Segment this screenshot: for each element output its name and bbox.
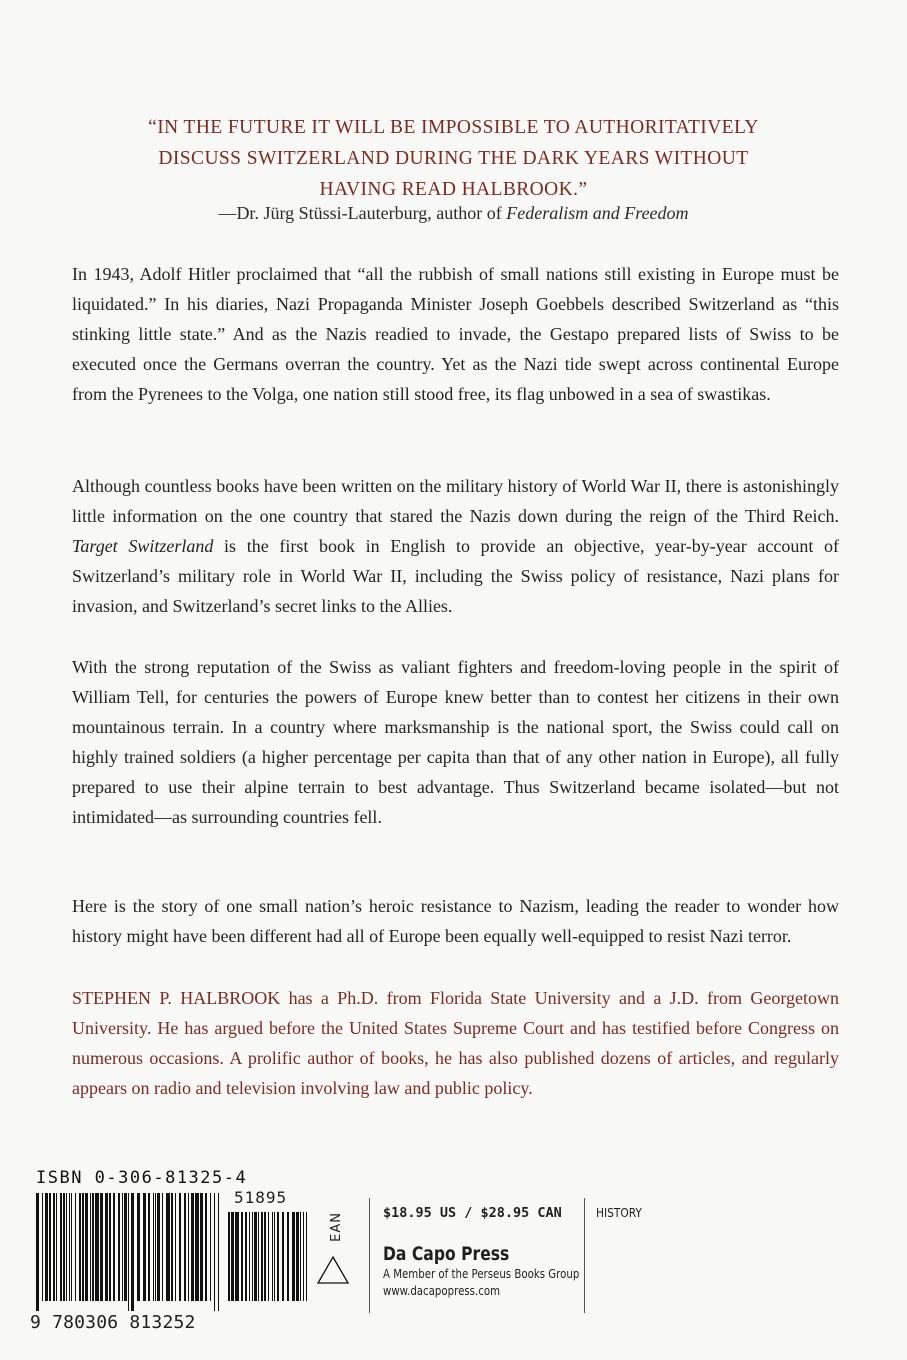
barcode-addon-digits: 51895 bbox=[234, 1188, 288, 1207]
barcode-bar bbox=[105, 1193, 108, 1301]
barcode-bar bbox=[69, 1193, 70, 1301]
quote-line-1: “IN THE FUTURE IT WILL BE IMPOSSIBLE TO AUTHORITATIVELY bbox=[148, 117, 759, 138]
barcode-bar bbox=[128, 1193, 129, 1311]
isbn-number: ISBN 0-306-81325-4 bbox=[36, 1168, 248, 1188]
barcode-bar bbox=[210, 1193, 211, 1301]
quote-line-2: DISCUSS SWITZERLAND DURING THE DARK YEARS WITHOUT bbox=[158, 148, 749, 169]
barcode-bar bbox=[53, 1193, 55, 1301]
ean-label: EAN bbox=[329, 1212, 344, 1242]
barcode-bar bbox=[195, 1193, 199, 1301]
barcode-bar bbox=[272, 1212, 273, 1301]
barcode-bar bbox=[36, 1193, 39, 1311]
barcode-bar bbox=[268, 1212, 269, 1301]
barcode-bar bbox=[235, 1212, 239, 1301]
paragraph-2-start: Although countless books have been written on the military history of World War II, there is astonishingly little information on the one country that stared the Nazis down during the reign of the Third Reich. bbox=[72, 476, 839, 526]
price: $18.95 US / $28.95 CAN bbox=[383, 1205, 562, 1221]
ean-barcode bbox=[36, 1193, 220, 1311]
publisher-name: Da Capo Press bbox=[383, 1243, 510, 1265]
divider-line-right bbox=[584, 1198, 585, 1313]
description-paragraph-2 bbox=[72, 471, 839, 621]
barcode-bar bbox=[214, 1193, 215, 1311]
barcode-bar bbox=[296, 1212, 299, 1301]
endorsement-quote bbox=[60, 112, 847, 205]
ean-digits: 9 780306 813252 bbox=[30, 1312, 196, 1333]
barcode-bar bbox=[148, 1193, 150, 1301]
barcode-bar bbox=[205, 1193, 207, 1301]
barcode-bar bbox=[171, 1193, 173, 1301]
barcode-bar bbox=[252, 1212, 253, 1301]
paragraph-2-end: is the first book in English to provide an objective, year-by-year account of Switzerland’s military role in World War II, including the Swiss policy of resistance, Nazi plans for invasion, and Switzerland’s secret links to the Allies. bbox=[72, 536, 839, 616]
barcode-bar bbox=[277, 1212, 279, 1301]
description-paragraph-4: Here is the story of one small nation’s heroic resistance to Nazism, leading the reader to wonder how history might have been different had all of Europe been equally well-equipped to resist Nazi terror. bbox=[72, 896, 839, 946]
barcode-bar bbox=[60, 1193, 62, 1301]
barcode-bar bbox=[66, 1193, 67, 1301]
barcode-bar bbox=[131, 1193, 134, 1311]
barcode-bar bbox=[258, 1212, 259, 1301]
barcode-bar bbox=[231, 1212, 234, 1301]
barcode-bar bbox=[179, 1193, 181, 1301]
barcode-bar bbox=[90, 1193, 91, 1301]
barcode-bar bbox=[92, 1193, 94, 1301]
book-title-inline: Target Switzerland bbox=[72, 536, 214, 556]
barcode-bar bbox=[306, 1212, 307, 1301]
barcode-bar bbox=[175, 1193, 176, 1301]
barcode-bar bbox=[137, 1193, 140, 1301]
author-bio: STEPHEN P. HALBROOK has a Ph.D. from Florida State University and a J.D. from Georgetown University. He has argued before the United States Supreme Court and has testified before Congress on numerous occasions. A prolific author of books, he has also published dozens of articles, and regularly appears on radio and television involving law and public policy. bbox=[72, 988, 839, 1098]
barcode-bar bbox=[113, 1193, 115, 1301]
barcode-bar bbox=[85, 1193, 88, 1301]
barcode-bar bbox=[287, 1212, 289, 1301]
barcode-bar bbox=[300, 1212, 301, 1301]
barcode-bar bbox=[228, 1212, 230, 1301]
barcode-bar bbox=[155, 1193, 156, 1301]
barcode-bar bbox=[79, 1193, 81, 1301]
barcode-bar bbox=[49, 1193, 51, 1301]
publisher-member-line: A Member of the Perseus Books Group bbox=[383, 1267, 580, 1281]
barcode-bar bbox=[200, 1193, 203, 1301]
category-label: HISTORY bbox=[596, 1205, 642, 1220]
barcode-bar bbox=[56, 1193, 57, 1301]
barcode-bar bbox=[82, 1193, 84, 1301]
attribution-author: —Dr. Jürg Stüssi-Lauterburg, author of bbox=[218, 203, 507, 223]
barcode-bar bbox=[254, 1212, 257, 1301]
barcode-bar bbox=[63, 1193, 65, 1301]
barcode-bar bbox=[292, 1212, 295, 1301]
barcode-bar bbox=[264, 1212, 266, 1301]
barcode-bar bbox=[241, 1212, 243, 1301]
barcode-bar bbox=[45, 1193, 48, 1301]
barcode-bar bbox=[71, 1193, 72, 1301]
barcode-bar bbox=[188, 1193, 189, 1301]
barcode-bar bbox=[100, 1193, 103, 1301]
barcode-bar bbox=[75, 1193, 76, 1301]
price-addon-barcode bbox=[228, 1212, 310, 1311]
barcode-bar bbox=[249, 1212, 250, 1301]
barcode-bar bbox=[184, 1193, 186, 1301]
barcode-bar bbox=[143, 1193, 146, 1301]
barcode-bar bbox=[261, 1212, 263, 1301]
barcode-bar bbox=[157, 1193, 160, 1301]
quote-attribution bbox=[60, 203, 847, 224]
barcode-bar bbox=[191, 1193, 194, 1301]
barcode-bar bbox=[162, 1193, 163, 1301]
description-paragraph-1: In 1943, Adolf Hitler proclaimed that “all the rubbish of small nations still existing in Europe must be liquidated.” In his diaries, Nazi Propaganda Minister Joseph Goebbels described Switzerland as “this stinking little state.” And as the Nazis readied to invade, the Gestapo prepared lists of Swiss to be executed once the Germans overran the country. Yet as the Nazi tide swept across continental Europe from the Pyrenees to the Volga, one nation still stood free, its flag unbowed in a sea of swastikas. bbox=[72, 264, 839, 404]
barcode-bar bbox=[109, 1193, 111, 1301]
quote-line-3: HAVING READ HALBROOK.” bbox=[319, 179, 588, 200]
barcode-bar bbox=[282, 1212, 284, 1301]
barcode-bar bbox=[95, 1193, 99, 1301]
barcode-bar bbox=[124, 1193, 127, 1301]
barcode-bar bbox=[218, 1193, 219, 1311]
divider-line-left bbox=[369, 1198, 370, 1313]
barcode-bar bbox=[118, 1193, 120, 1301]
description-paragraph-3: With the strong reputation of the Swiss as valiant fighters and freedom-loving people in the spirit of William Tell, for centuries the powers of Europe knew better than to contest her citizens in their own mountainous terrain. In a country where marksmanship is the national sport, the Swiss could call on highly trained soldiers (a higher percentage per capita than that of any other nation in Europe), all fully prepared to use their alpine terrain to best advantage. Thus Switzerland became isolated—but not intimidated—as surrounding countries fell. bbox=[72, 657, 839, 827]
barcode-bar bbox=[153, 1193, 154, 1301]
attribution-book-title: Federalism and Freedom bbox=[506, 203, 689, 223]
barcode-bar bbox=[42, 1193, 43, 1301]
barcode-bar bbox=[122, 1193, 123, 1301]
barcode-bar bbox=[245, 1212, 247, 1301]
barcode-bar bbox=[274, 1212, 275, 1301]
barcode-bar bbox=[166, 1193, 170, 1301]
publisher-url: www.dacapopress.com bbox=[383, 1284, 501, 1298]
triangle-icon bbox=[316, 1255, 350, 1285]
barcode-bar bbox=[303, 1212, 304, 1301]
